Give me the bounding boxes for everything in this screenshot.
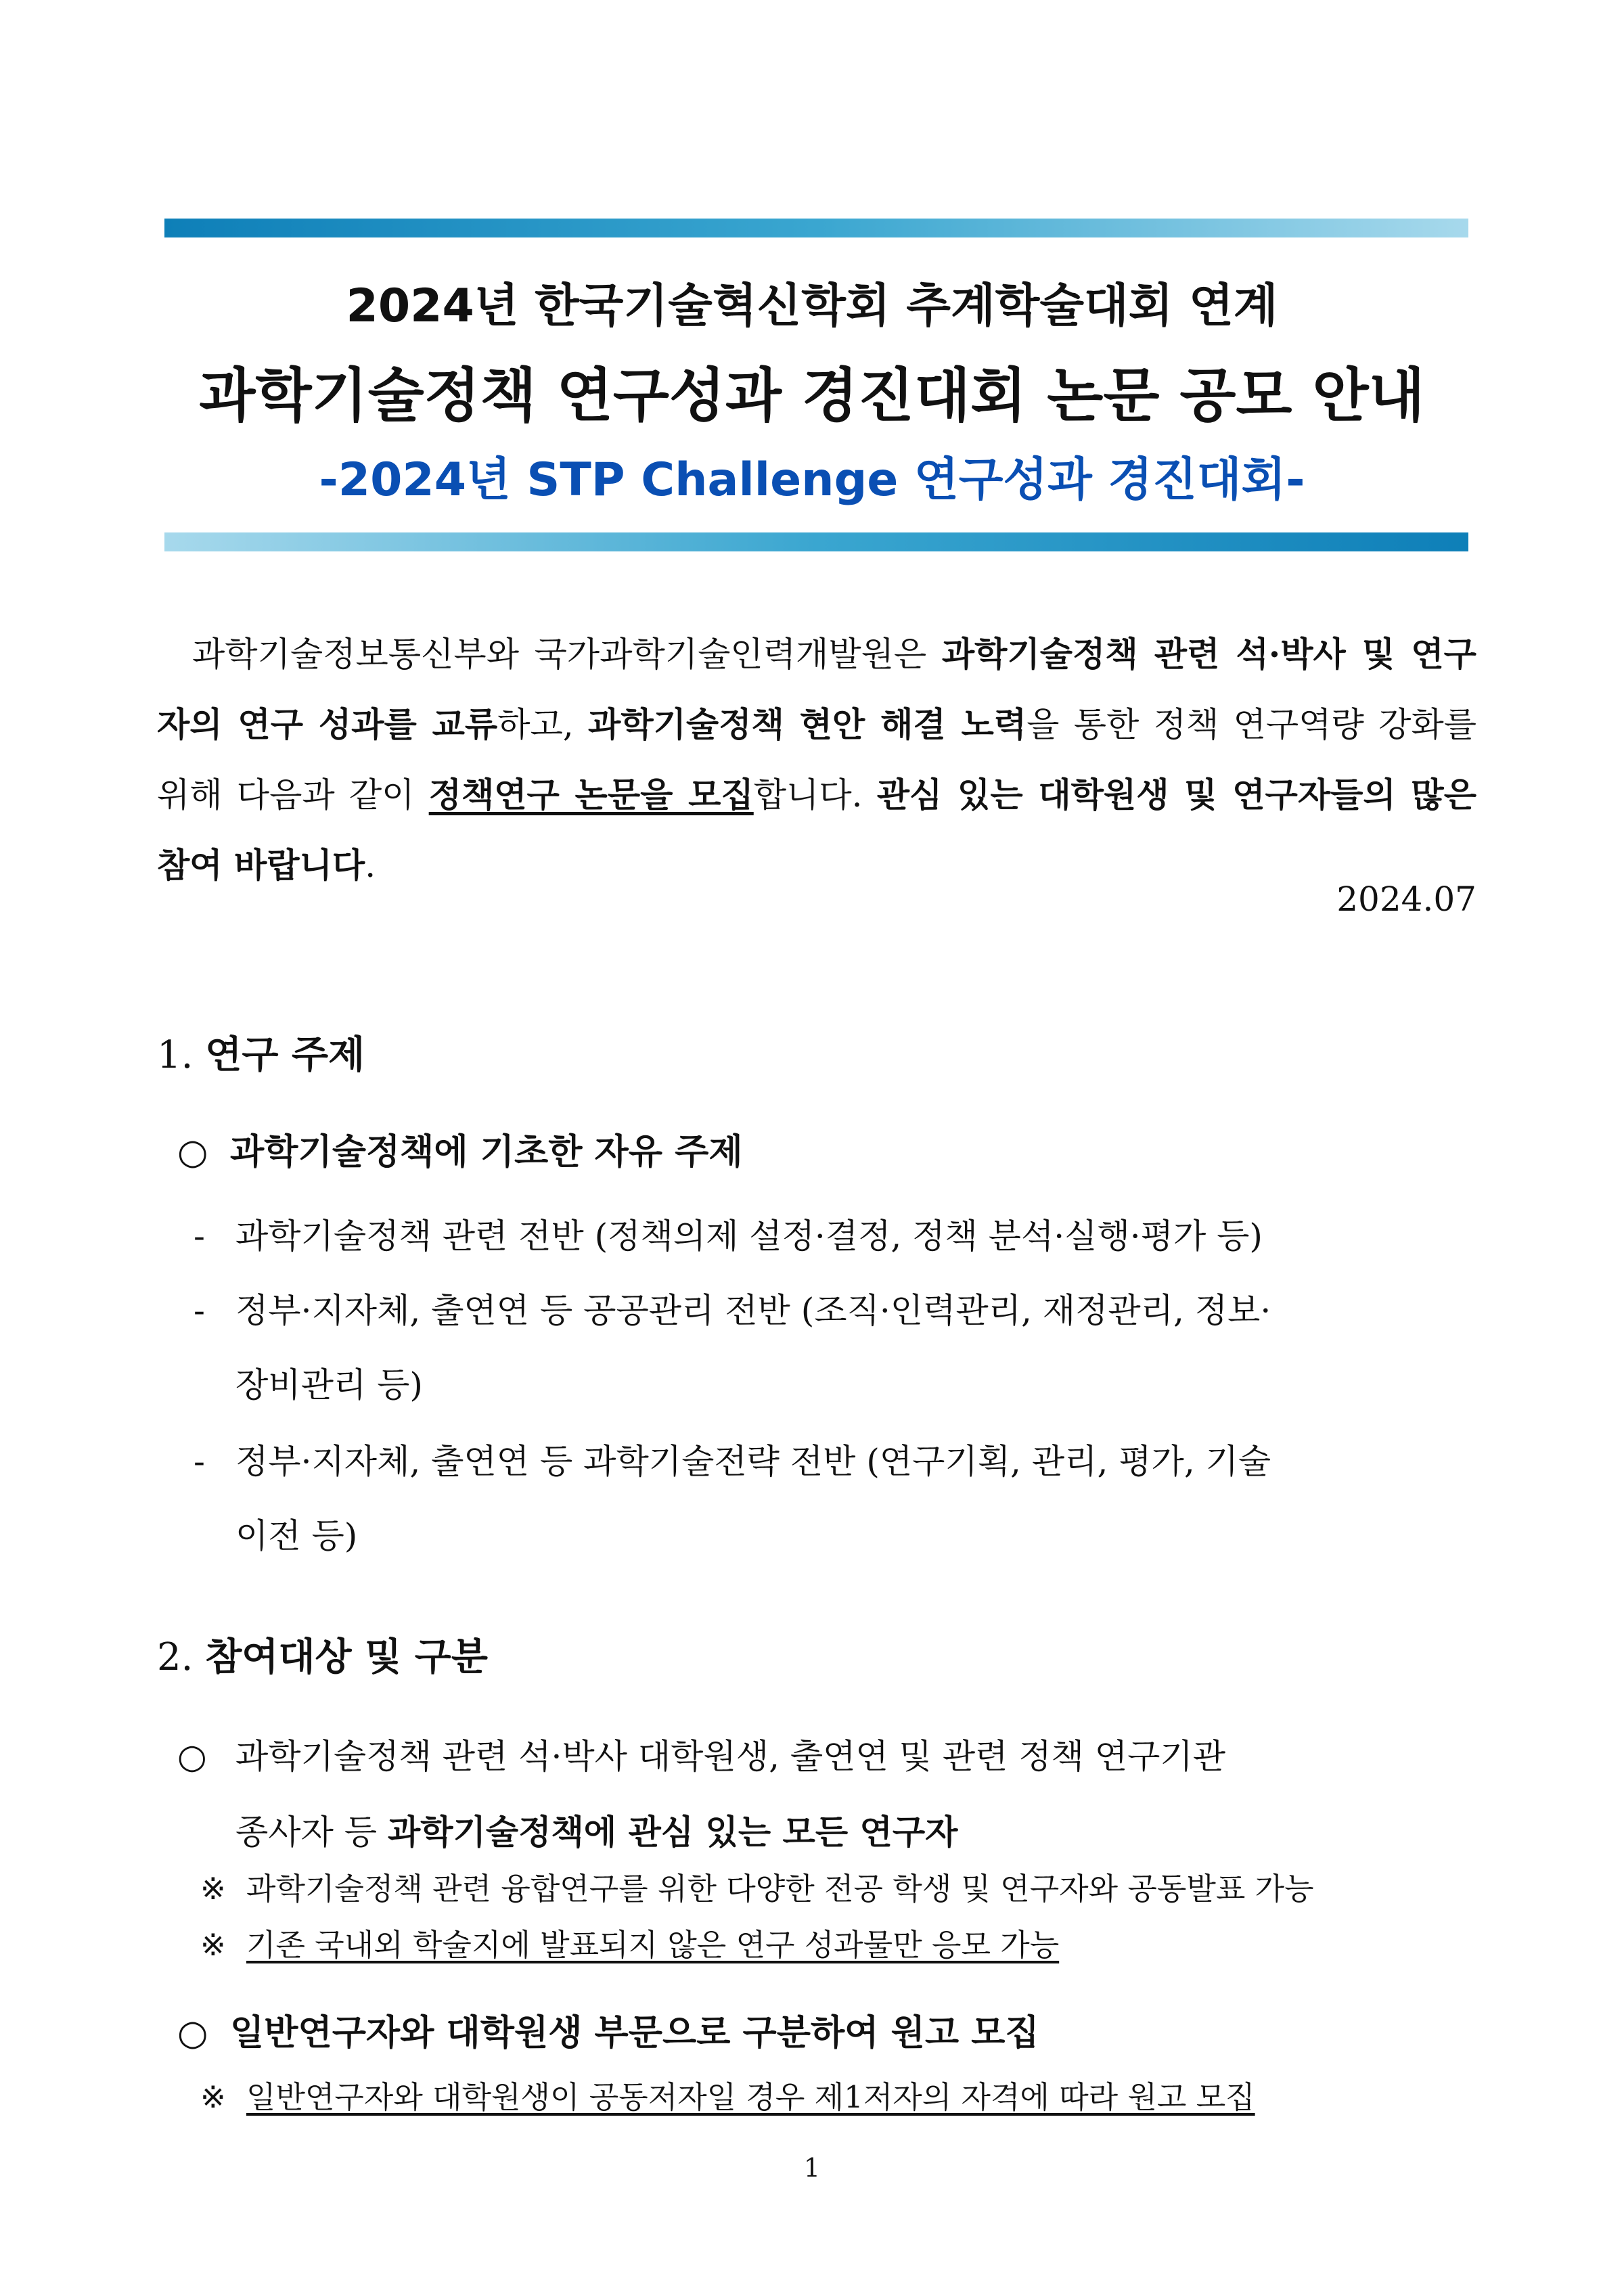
header-top-bar [164,219,1468,237]
circle-bullet-icon: ○ [177,1737,207,1776]
header-tagline: -2024년 STP Challenge 연구성과 경진대회- [319,453,1305,507]
reference-mark-icon: ※ [200,1871,226,1907]
circle-bullet-icon: ○ [177,1132,208,1173]
section-2-heading: 2. 참여대상 및 구분 [157,1635,488,1679]
header-subtitle: 2024년 한국기술혁신학회 추계학술대회 연계 [346,279,1278,333]
section-1-bullet: ○ 과학기술정책에 기초한 자유 주제 [177,1131,743,1173]
circle-bullet-icon: ○ [177,2013,208,2053]
section-2-note-2: ※ 기존 국내외 학술지에 발표되지 않은 연구 성과물만 응모 가능 [200,1927,1060,1963]
section-1-item-1: - 과학기술정책 관련 전반 (정책의제 설정·결정, 정책 분석·실행·평가 등) [194,1217,1263,1256]
intro-paragraph: 과학기술정보통신부와 국가과학기술인력개발원은 과학기술정책 관련 석·박사 및 연구자의 연구 성과를 교류하고, 과학기술정책 현안 해결 노력을 통한 정책 연구역량 강화를 위해 다음과 같이 정책연구 논문을 모집합니다. 관심 있는 대학원생 및 연구자들의 많은 참여 바랍니다. [157,634,1477,885]
intro-underlined: 정책연구 논문을 모집 [428,775,754,815]
reference-mark-icon: ※ [200,2079,226,2115]
section-2-note-3: ※ 일반연구자와 대학원생이 공동저자일 경우 제1저자의 자격에 따라 원고 모집 [200,2079,1255,2115]
section-2-bullet-2: ○ 일반연구자와 대학원생 부문으로 구분하여 원고 모집 [177,2012,1039,2053]
reference-mark-icon: ※ [200,1927,226,1963]
document-date: 2024.07 [1336,880,1476,919]
section-2-bullet-1: ○ 과학기술정책 관련 석·박사 대학원생, 출연연 및 관련 정책 연구기관 종사자 등 과학기술정책에 관심 있는 모든 연구자 [177,1719,1476,1870]
page-title: 과학기술정책 연구성과 경진대회 논문 공모 안내 [199,362,1425,430]
header-bottom-bar [164,532,1468,551]
section-1-item-2: - 정부·지자체, 출연연 등 공공관리 전반 (조직·인력관리, 재정관리, 정보· 장비관리 등) [194,1291,1271,1405]
section-2-note-1: ※ 과학기술정책 관련 융합연구를 위한 다양한 전공 학생 및 연구자와 공동발표 가능 [200,1871,1314,1907]
section-1-heading: 1. 연구 주제 [157,1032,365,1077]
section-1-item-3: - 정부·지자체, 출연연 등 과학기술전략 전반 (연구기획, 관리, 평가, 기술 이전 등) [194,1442,1271,1555]
page-number: 1 [803,2153,821,2183]
